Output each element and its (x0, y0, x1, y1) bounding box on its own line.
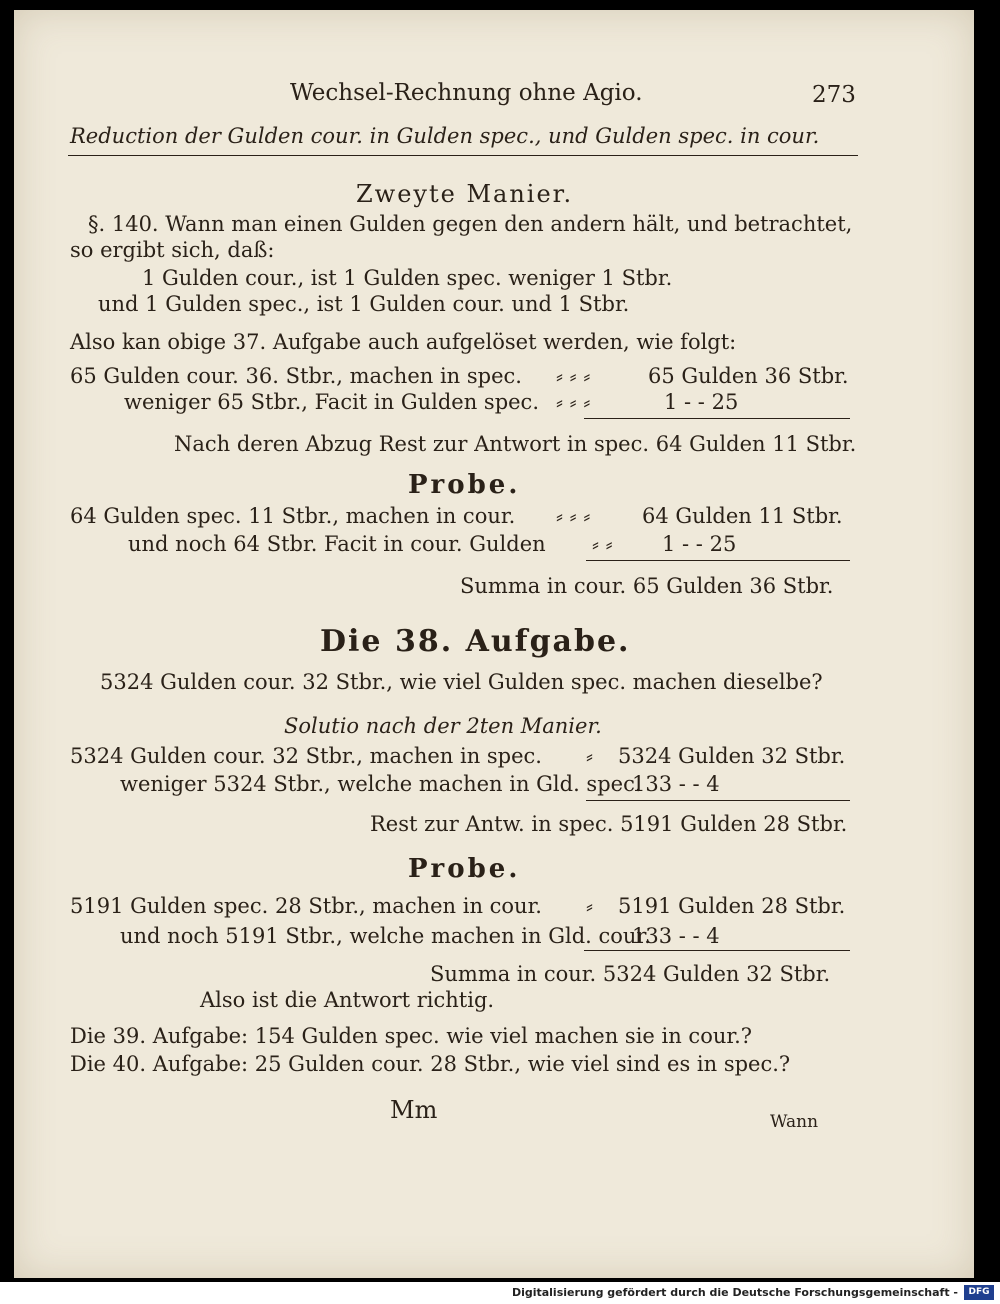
funding-note: Digitalisierung gefördert durch die Deutsche Forschungsgemeinschaft - (511, 1286, 958, 1299)
page-number: 273 (812, 82, 856, 108)
calc-left: weniger 5324 Stbr., welche machen in Gld. spec. (120, 772, 642, 796)
summa: Summa in cour. 5324 Gulden 32 Stbr. (430, 962, 831, 986)
calc-right: 64 Gulden 11 Stbr. (642, 504, 843, 528)
paragraph-line: §. 140. Wann man einen Gulden gegen den andern hält, und betrachtet, (88, 212, 853, 236)
calc-left: 65 Gulden cour. 36. Stbr., machen in spec. (70, 364, 522, 388)
rest-line: Rest zur Antw. in spec. 5191 Gulden 28 Stbr. (370, 812, 848, 836)
sum-rule (584, 418, 850, 419)
calc-right: 1 - - 25 (664, 390, 739, 414)
calc-right: 65 Gulden 36 Stbr. (648, 364, 849, 388)
calc-result: Nach deren Abzug Rest zur Antwort in spec. 64 Gulden 11 Stbr. (174, 432, 857, 456)
task-line: Die 39. Aufgabe: 154 Gulden spec. wie viel machen sie in cour.? (70, 1024, 753, 1048)
sum-rule (584, 950, 850, 951)
calc-left: weniger 65 Stbr., Facit in Gulden spec. (124, 390, 539, 414)
calc-left: 64 Gulden spec. 11 Stbr., machen in cour. (70, 504, 516, 528)
calc-right: 5191 Gulden 28 Stbr. (618, 894, 846, 918)
calc-left: 5324 Gulden cour. 32 Stbr., machen in spec. (70, 744, 542, 768)
calc-left: und noch 5191 Stbr., welche machen in Gld. cour. (120, 924, 651, 948)
paragraph-line: so ergibt sich, daß: (70, 238, 275, 262)
calc-right: 133 - - 4 (632, 772, 720, 796)
task-line: Die 40. Aufgabe: 25 Gulden cour. 28 Stbr., wie viel sind es in spec.? (70, 1052, 791, 1076)
calc-right: 133 - - 4 (632, 924, 720, 948)
calc-dots: ⸗ (586, 744, 593, 768)
calc-right: 5324 Gulden 32 Stbr. (618, 744, 846, 768)
equation-line: und 1 Gulden spec., ist 1 Gulden cour. und 1 Stbr. (98, 292, 630, 316)
header-rule (68, 155, 858, 156)
catchword: Wann (770, 1112, 819, 1132)
summa: Summa in cour. 65 Gulden 36 Stbr. (460, 574, 834, 598)
calc-left: und noch 64 Stbr. Facit in cour. Gulden (128, 532, 546, 556)
probe-heading: Probe. (408, 854, 521, 884)
task-question: 5324 Gulden cour. 32 Stbr., wie viel Gulden spec. machen dieselbe? (100, 670, 823, 694)
paragraph-line: Also kan obige 37. Aufgabe auch aufgelöset werden, wie folgt: (70, 330, 737, 354)
calc-right: 1 - - 25 (662, 532, 737, 556)
calc-left: 5191 Gulden spec. 28 Stbr., machen in cour. (70, 894, 542, 918)
calc-dots: ⸗ ⸗ ⸗ (556, 364, 591, 388)
calc-dots: ⸗ ⸗ ⸗ (556, 504, 591, 528)
section-heading: Zweyte Manier. (356, 180, 574, 208)
solutio-heading: Solutio nach der 2ten Manier. (284, 714, 602, 738)
probe-heading: Probe. (408, 470, 521, 500)
conclusion: Also ist die Antwort richtig. (200, 988, 495, 1012)
calc-dots: ⸗ ⸗ (592, 532, 613, 556)
equation-line: 1 Gulden cour., ist 1 Gulden spec. weniger 1 Stbr. (142, 266, 673, 290)
digitization-footer (0, 1282, 1000, 1304)
sum-rule (586, 560, 850, 561)
task-heading: Die 38. Aufgabe. (320, 624, 631, 659)
calc-dots: ⸗ ⸗ ⸗ (556, 390, 591, 414)
book-page (14, 10, 974, 1278)
page-subtitle: Reduction der Gulden cour. in Gulden spec., und Gulden spec. in cour. (70, 124, 820, 148)
sum-rule (586, 800, 850, 801)
signature-mark: Mm (390, 1096, 438, 1124)
dfg-logo: DFG (964, 1285, 994, 1300)
calc-dots: ⸗ (586, 894, 593, 918)
running-title: Wechsel-Rechnung ohne Agio. (290, 80, 643, 106)
